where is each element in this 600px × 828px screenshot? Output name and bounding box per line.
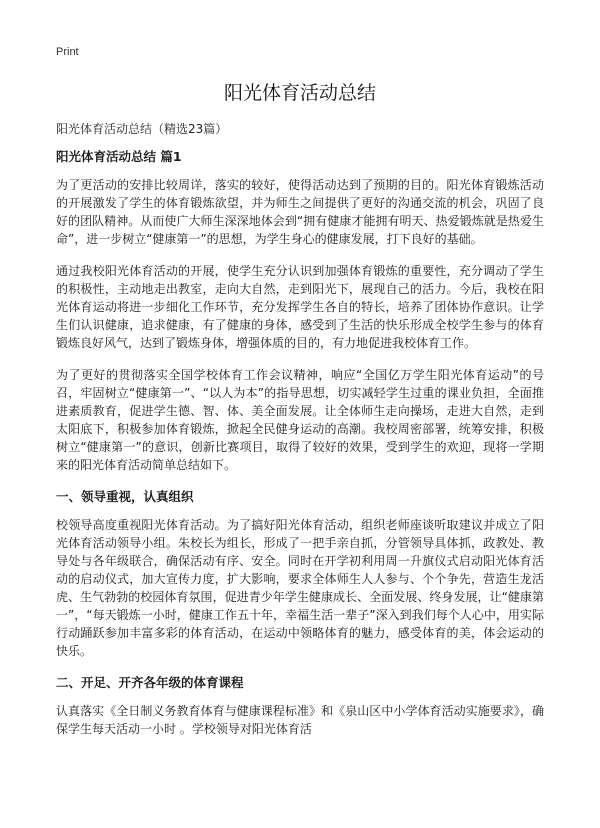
section-2-paragraph: 认真落实《全日制义务教育体育与健康课程标准》和《泉山区中小学体育活动实施要求》，确保学生每天活动一小时 。学校领导对阳光体育活 [56,704,544,736]
document-body [56,148,544,752]
body-paragraph-3: 为了更好的贯彻落实全国学校体育工作会议精神，响应“全国亿万学生阳光体育运动”的号召，牢固树立“健康第一”、“以人为本”的指导思想，切实减轻学生过重的课业负担，全面推进素质教育，促进学生德、智、体、美全面发展。让全体师生走向操场，走进大自然，走到太阳底下，积极参加体育锻炼，掀起全民健身运动的高潮。我校周密部署，统筹安排，积极树立“健康第一”的意识，创新比赛项目，取得了较好的效果，受到学生的欢迎，现将一学期来的阳光体育活动简单总结如下。 [56,368,544,472]
print-link[interactable]: Print [56,46,79,58]
section-heading-2: 二、开足、开齐各年级的体育课程 [56,675,244,690]
section-heading-1: 一、领导重视，认真组织 [56,489,194,504]
body-paragraph-2: 通过我校阳光体育活动的开展，使学生充分认识到加强体育锻炼的重要性，充分调动了学生的积极性，主动地走出教室，走向大自然，走到阳光下，展现自己的活力。今后，我校在阳光体育运动将进一步细化工作环节，充分发挥学生各自的特长，培养了团体协作意识。让学生们认识健康，追求健康，有了健康的身体，感受到了生活的快乐形成全校学生参与的体育锻炼良好风气，达到了锻炼身体，增强体质的目的，有力地促进我校体育工作。 [56,264,544,350]
document-subtitle: 阳光体育活动总结（精选23篇） [56,122,228,136]
body-paragraph-1: 为了更活动的安排比较周详，落实的较好，使得活动达到了预期的目的。阳光体育锻炼活动的开展激发了学生的体育锻炼欲望，并为师生之间提供了更好的沟通交流的机会，巩固了良好的团队精神。从而使广大师生深深地体会到“拥有健康才能拥有明天、热爱锻炼就是热爱生命”，进一步树立“健康第一”的思想，为学生身心的健康发展，打下良好的基础。 [56,178,544,246]
part-heading: 阳光体育活动总结 篇1 [56,149,182,164]
section-1-paragraph: 校领导高度重视阳光体育活动。为了搞好阳光体育活动，组织老师座谈听取建议并成立了阳光体育活动领导小组。朱校长为组长，形成了一把手亲自抓，分管领导具体抓，政教处、教导处与各年级联合，确保活动有序、安全。同时在开学初利用周一升旗仪式启动阳光体育活动的启动仪式，加大宣传力度，扩大影响，要求全体师生人人参与、个个争先，营造生龙活虎、生气勃勃的校园体育氛围，促进青少年学生健康成长、全面发展、终身发展，让“健康第一”，“每天锻炼一小时，健康工作五十年，幸福生活一辈子”深入到我们每个人心中，用实际行动踊跃参加丰富多彩的体育活动，在运动中领略体育的魅力，感受体育的美，体会运动的快乐。 [56,518,544,658]
page-title: 阳光体育活动总结 [223,82,376,104]
